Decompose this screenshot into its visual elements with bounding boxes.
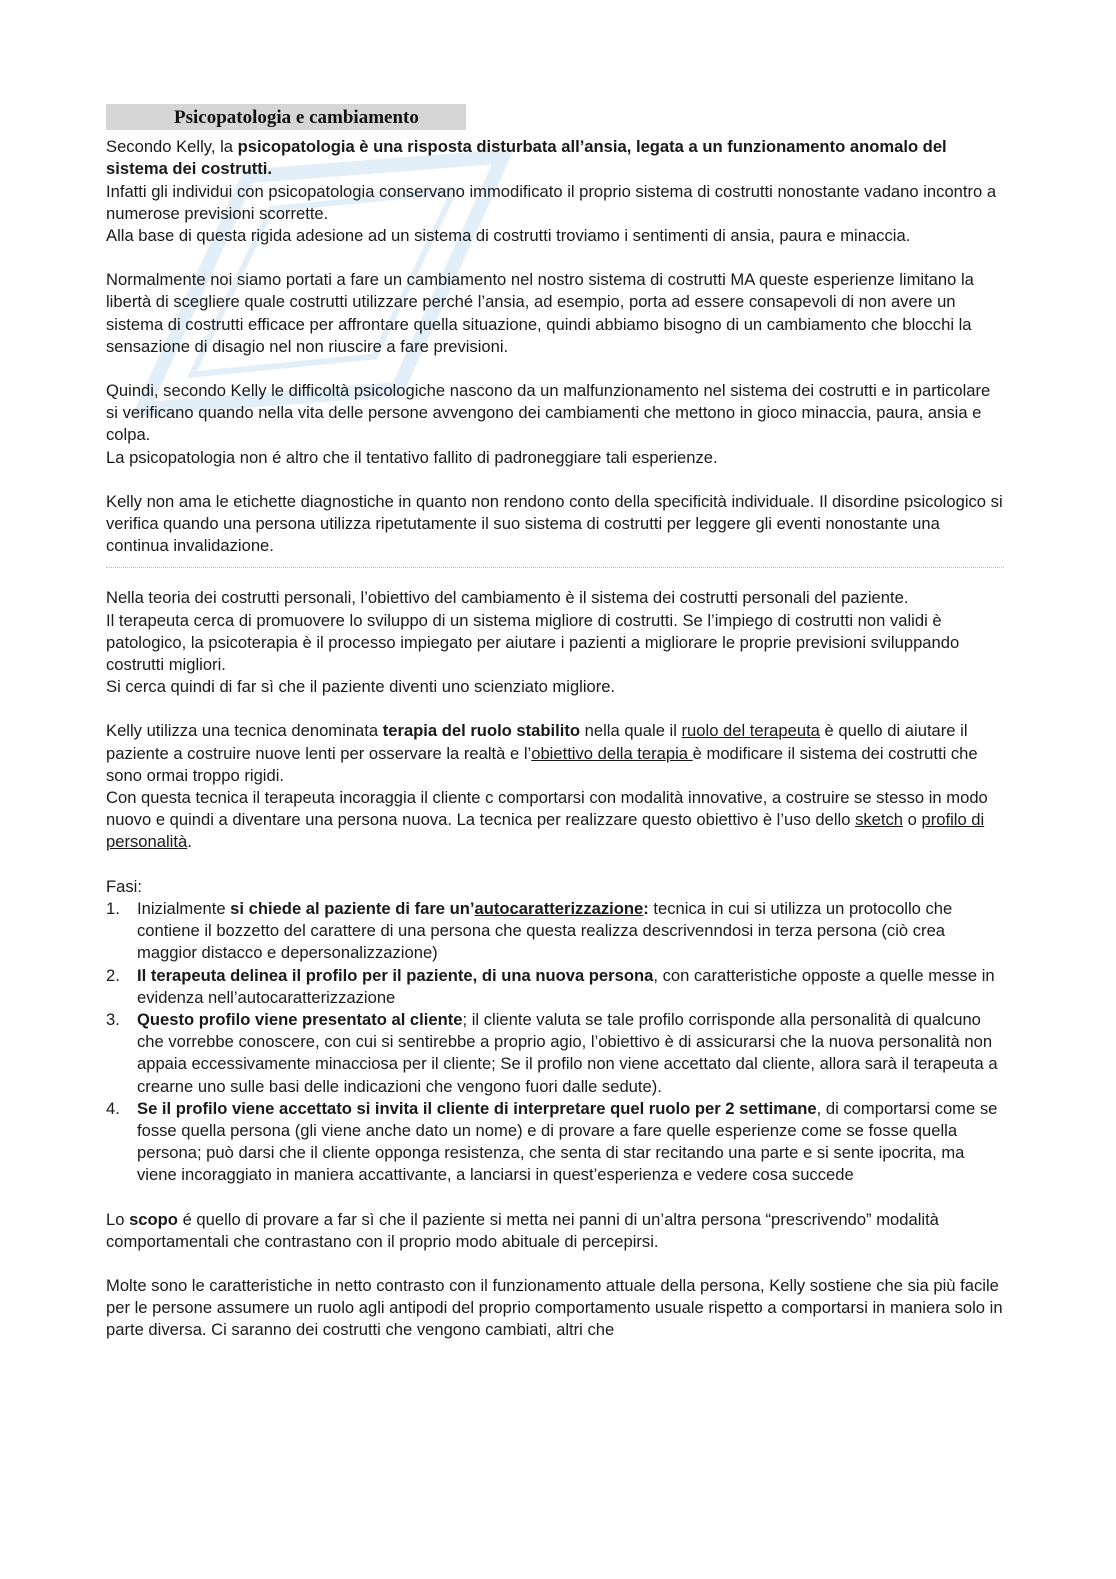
document-page	[106, 104, 1006, 1342]
paragraph: Con questa tecnica il terapeuta incoraggia il cliente c comportarsi con modalità innovative, a costruire se stesso in modo nuovo e quindi a diventare una persona nuova. La tecnica per realizzare questo obiettivo è l’uso dello sketch o profilo di personalità.	[106, 788, 988, 852]
paragraph: La psicopatologia non é altro che il tentativo fallito di padroneggiare tali esperienze.	[106, 447, 718, 467]
paragraph: Kelly non ama le etichette diagnostiche in quanto non rendono conto della specificità individuale. Il disordine psicologico si verifica quando una persona utilizza ripetutamente il suo sistema di costrutti per leggere gli eventi nonostante una continua invalidazione.	[106, 491, 1003, 556]
paragraph: Il terapeuta cerca di promuovere lo sviluppo di un sistema migliore di costrutti. Se l’impiego di costrutti non validi è patologico, la psicoterapia è il processo impiegato per aiutare i pazienti a migliorare le proprie previsioni sviluppando costrutti migliori.	[106, 610, 960, 675]
paragraph: Infatti gli individui con psicopatologia conservano immodificato il proprio sistema di costrutti nonostante vadano incontro a numerose previsioni scorrette.	[106, 181, 997, 223]
list-item: 2. Il terapeuta delinea il profilo per il paziente, di una nuova persona, con caratteristiche opposte a quelle messe in evidenza nell’autocaratterizzazione	[106, 965, 995, 1007]
list-item: 4. Se il profilo viene accettato si invita il cliente di interpretare quel ruolo per 2 settimane, di comportarsi come se fosse quella persona (gli viene anche dato un nome) e di provare a fare quelle esperienze come se fosse quella persona; può darsi che il cliente opponga resistenza, che senta di star recitando una parte e si sente ipocrita, ma viene incoraggiato in maniera accattivante, a lanciarsi in quest’esperienza e vedere cosa succede	[106, 1098, 998, 1185]
phases-label: Fasi:	[106, 876, 142, 896]
paragraph: Alla base di questa rigida adesione ad un sistema di costrutti troviamo i sentimenti di ansia, paura e minaccia.	[106, 226, 911, 246]
list-item: 3. Questo profilo viene presentato al cliente; il cliente valuta se tale profilo corrisponde alla personalità di qualcuno che vorrebbe conoscere, con cui si sentirebbe a proprio agio, l’obiettivo è di assicurarsi che la nuova personalità non appaia eccessivamente minacciosa per il cliente; Se il profilo non viene accettato dal cliente, allora sarà il terapeuta a crearne uno sulle basi delle indicazioni che vengono fuori dalle sedute).	[106, 1009, 998, 1096]
paragraph: Secondo Kelly, la psicopatologia è una risposta disturbata all’ansia, legata a un funzionamento anomalo del sistema dei costrutti.	[106, 137, 947, 179]
section-title-bar	[106, 104, 466, 130]
paragraph: Molte sono le caratteristiche in netto contrasto con il funzionamento attuale della persona, Kelly sostiene che sia più facile per le persone assumere un ruolo agli antipodi del proprio comportamento usuale rispetto a comportarsi in maniera solo in parte diversa. Ci saranno dei costrutti che vengono cambiati, altri che	[106, 1275, 1003, 1340]
phases-list	[106, 898, 1006, 1187]
paragraph: Lo scopo é quello di provare a far sì che il paziente si metta nei panni di un’altra persona “prescrivendo” modalità comportamentali che contrastano con il proprio modo abituale di percepirsi.	[106, 1209, 939, 1251]
section-title: Psicopatologia e cambiamento	[174, 107, 419, 128]
paragraph: Kelly utilizza una tecnica denominata terapia del ruolo stabilito nella quale il ruolo del terapeuta è quello di aiutare il paziente a costruire nuove lenti per osservare la realtà e l’obiettivo della terapia è modificare il sistema dei costrutti che sono ormai troppo rigidi.	[106, 721, 978, 785]
paragraph: Normalmente noi siamo portati a fare un cambiamento nel nostro sistema di costrutti MA queste esperienze limitano la libertà di scegliere quale costrutti utilizzare perché l’ansia, ad esempio, porta ad essere consapevoli di non avere un sistema di costrutti efficace per affrontare quella situazione, quindi abbiamo bisogno di un cambiamento che blocchi la sensazione di disagio nel non riuscire a fare previsioni.	[106, 270, 974, 356]
list-item: 1. Inizialmente si chiede al paziente di fare un’autocaratterizzazione: tecnica in cui si utilizza un protocollo che contiene il bozzetto del carattere di una persona che questa realizza descrivenndosi in terza persona (ciò crea maggior distacco e depersonalizzazione)	[106, 898, 953, 963]
dotted-divider	[106, 567, 1004, 568]
paragraph: Nella teoria dei costrutti personali, l’obiettivo del cambiamento è il sistema dei costrutti personali del paziente.	[106, 588, 909, 608]
paragraph: Si cerca quindi di far sì che il paziente diventi uno scienziato migliore.	[106, 677, 616, 697]
paragraph: Quindi, secondo Kelly le difficoltà psicologiche nascono da un malfunzionamento nel sistema dei costrutti e in particolare si verificano quando nella vita delle persone avvengono dei cambiamenti che mettono in gioco minaccia, paura, ansia e colpa.	[106, 381, 991, 445]
